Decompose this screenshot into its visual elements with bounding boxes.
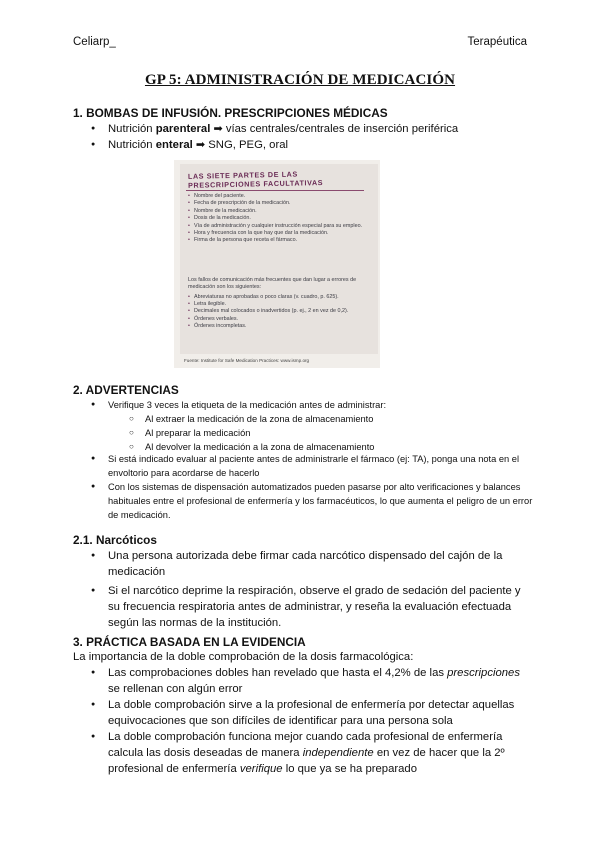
photo-footer: Fuente: Institute for Safe Medication Practices: www.ismp.org [184,358,310,363]
section2-sublist [145,412,525,454]
list-item: ● Las comprobaciones dobles han revelado que hasta el 4,2% de las prescripciones se rellenan con algún error [108,665,532,697]
photo-list [188,193,368,245]
photo-title: LAS SIETE PARTES DE LAS PRESCRIPCIONES FACULTATIVAS [187,169,324,190]
list-item: • Dosis de la medicación. [188,215,368,222]
list-item: • Firma de la persona que receta el fármaco. [188,237,368,244]
list-item: ● La doble comprobación sirve a la profesional de enfermería por detectar aquellas equivocaciones que son difíciles de identificar para una persona sola [108,697,532,729]
list-item: ● Una persona autorizada debe firmar cada narcótico dispensado del cajón de la medicación [108,548,532,580]
list-item: ● Nutrición parenteral ➡ vías centrales/centrales de inserción periférica [108,121,538,137]
header-left: Celiarp_ [73,36,116,48]
section21-heading: 2.1. Narcóticos [73,533,157,547]
page-title: GP 5: ADMINISTRACIÓN DE MEDICACIÓN [144,72,456,88]
list-item: ● Verifique 3 veces la etiqueta de la medicación antes de administrar: [108,398,528,412]
list-item: ○ Al extraer la medicación de la zona de almacenamiento [145,412,525,426]
list-item: ○ Al preparar la medicación [145,426,525,440]
list-item: • Hora y frecuencia con la que hay que dar la medicación. [188,230,368,237]
photo-list-errors [188,294,368,330]
prescriptions-photo [174,160,380,368]
header-right: Terapéutica [467,36,527,48]
photo-paragraph: Los fallos de comunicación más frecuentes que dan lugar a errores de medicación son los siguientes: [188,277,357,291]
list-item: • Órdenes incompletas. [188,323,368,330]
section3-intro: La importancia de la doble comprobación de la dosis farmacológica: [73,651,414,663]
photo-divider [186,190,364,191]
section1-list [108,121,538,153]
list-item: ● Con los sistemas de dispensación automatizados pueden pasarse por alto verificaciones y balances habituales entre el profesional de enfermería y los farmacéuticos, lo que aumenta el peligro de un error de medicación. [108,480,536,522]
section2-heading: 2. ADVERTENCIAS [73,383,179,397]
list-item: • Decimales mal colocados o inadvertidos (p. ej., 2 en vez de 0,2). [188,308,368,315]
list-item: • Letra ilegible. [188,301,368,308]
list-item: • Vía de administración y cualquier instrucción especial para su empleo. [188,223,368,230]
section2-list-cont [108,452,528,480]
section3-list [108,665,532,777]
list-item: • Abreviaturas no aprobadas o poco claras (v. cuadro, p. 625). [188,294,368,301]
list-item: ○ Al devolver la medicación a la zona de almacenamiento [145,440,525,454]
section2-list [108,398,528,412]
list-item: ● Si el narcótico deprime la respiración, observe el grado de sedación del paciente y su frecuencia respiratoria antes de administrar, y reseña la evaluación efectuada según las normas de la institución. [108,583,532,631]
list-item: ● La doble comprobación funciona mejor cuando cada profesional de enfermería calcula las dosis deseadas de manera independiente en vez de hacer que la 2º profesional de enfermería verifique lo que ya se ha preparado [108,729,532,777]
section2-list-cont2 [108,480,536,522]
section21-list [108,548,532,631]
list-item: • Fecha de prescripción de la medicación. [188,200,368,207]
list-item: ● Nutrición enteral ➡ SNG, PEG, oral [108,137,538,153]
section1-heading: 1. BOMBAS DE INFUSIÓN. PRESCRIPCIONES MÉDICAS [73,106,388,120]
list-item: ● Si está indicado evaluar al paciente antes de administrarle el fármaco (ej: TA), ponga una nota en el envoltorio para acordarse de hacerlo [108,452,528,480]
list-item: • Nombre de la medicación. [188,208,368,215]
section3-heading: 3. PRÁCTICA BASADA EN LA EVIDENCIA [73,635,306,649]
list-item: • Órdenes verbales. [188,316,368,323]
list-item: • Nombre del paciente. [188,193,368,200]
